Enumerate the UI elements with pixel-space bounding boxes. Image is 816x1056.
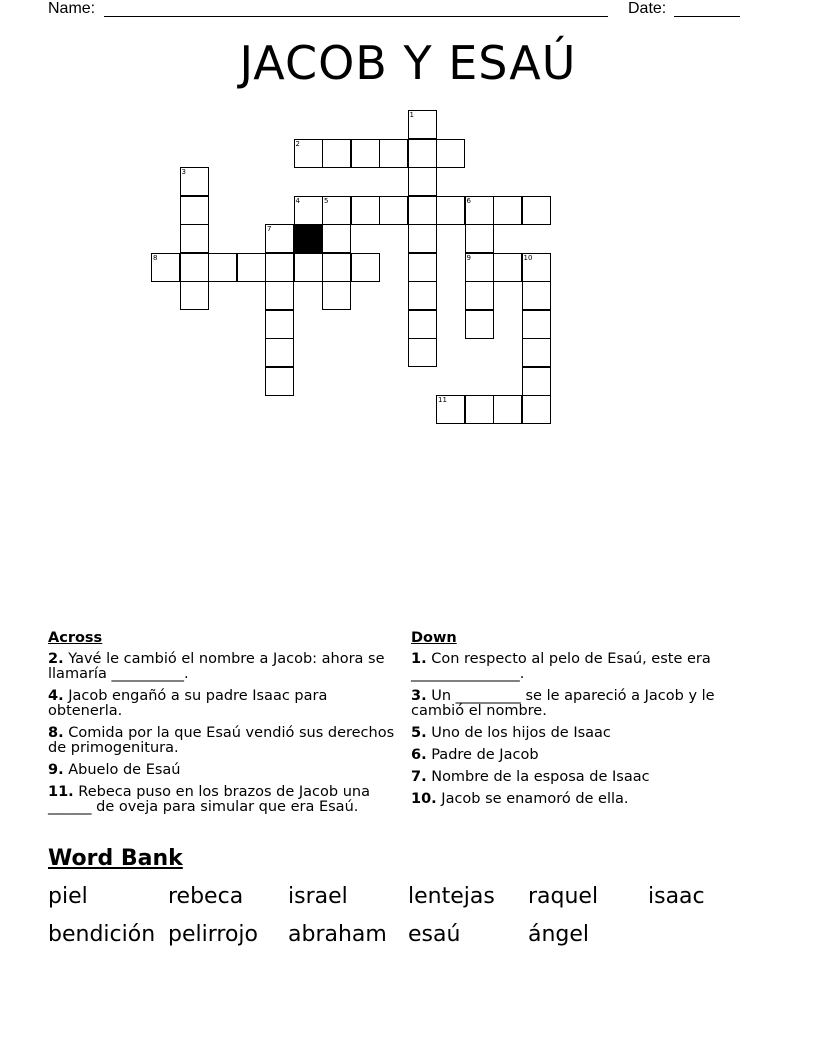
crossword-cell-number: 11 [438, 396, 447, 404]
crossword-cell-number: 2 [295, 139, 300, 148]
word-bank-item: rebeca [168, 884, 244, 909]
word-bank-item: raquel [528, 884, 599, 909]
word-bank-item: ángel [528, 922, 590, 947]
word-bank-item: isaac [648, 884, 705, 909]
crossword-cell[interactable] [379, 139, 408, 168]
crossword-cell[interactable] [408, 338, 437, 367]
crossword-cell-number: 9 [466, 253, 471, 262]
crossword-cell[interactable] [180, 281, 209, 310]
crossword-cell[interactable] [493, 395, 522, 424]
crossword-cell[interactable] [408, 224, 437, 253]
word-bank-item: piel [48, 884, 88, 909]
crossword-cell[interactable] [408, 196, 437, 225]
crossword-cell-number: 10 [523, 253, 533, 262]
clue-down-5: 5. Uno de los hijos de Isaac [411, 725, 611, 741]
crossword-cell[interactable] [265, 367, 294, 396]
down-clues [411, 631, 751, 814]
crossword-cell[interactable] [436, 196, 465, 225]
crossword-cell-number: 6 [466, 196, 471, 205]
crossword-cell[interactable] [322, 281, 351, 310]
page-title: JACOB Y ESAÚ [239, 36, 577, 90]
crossword-cell[interactable] [465, 395, 494, 424]
crossword-cell[interactable] [265, 310, 294, 339]
crossword-cell[interactable] [408, 310, 437, 339]
clue-down-10: 10. Jacob se enamoró de ella. [411, 791, 629, 807]
crossword-cell[interactable] [265, 338, 294, 367]
crossword-cell-number: 7 [267, 225, 272, 233]
crossword-cell[interactable] [180, 224, 209, 253]
crossword-black-cell [294, 224, 323, 253]
word-bank-item: israel [288, 884, 348, 909]
crossword-cell[interactable] [465, 281, 494, 310]
crossword-cell[interactable] [522, 196, 551, 225]
clue-across-2: 2. Yavé le cambió el nombre a Jacob: ahora se llamaría __________. [48, 651, 385, 682]
crossword-cell[interactable] [465, 310, 494, 339]
crossword-cell-number: 4 [295, 196, 300, 205]
crossword-cell[interactable] [265, 281, 294, 310]
crossword-cell[interactable] [522, 281, 551, 310]
clue-down-3: 3. Un _________ se le apareció a Jacob y le cambió el nombre. [411, 688, 715, 719]
word-bank-item: pelirrojo [168, 922, 258, 947]
clue-across-8: 8. Comida por la que Esaú vendió sus derechos de primogenitura. [48, 725, 395, 756]
crossword-cell[interactable] [322, 253, 351, 282]
crossword-cell[interactable] [208, 253, 237, 282]
word-bank-item: lentejas [408, 884, 495, 909]
word-bank-title: Word Bank [48, 846, 183, 871]
word-bank-item: abraham [288, 922, 387, 947]
crossword-cell[interactable] [180, 196, 209, 225]
crossword-cell-number: 8 [153, 253, 158, 262]
crossword-cell[interactable] [522, 367, 551, 396]
crossword-cell[interactable] [379, 196, 408, 225]
clue-down-6: 6. Padre de Jacob [411, 747, 539, 763]
crossword-cell[interactable] [237, 253, 266, 282]
crossword-cell[interactable] [522, 395, 551, 424]
crossword-cell-number: 5 [324, 196, 329, 205]
crossword-cell[interactable] [322, 224, 351, 253]
clue-across-9: 9. Abuelo de Esaú [48, 762, 181, 778]
crossword-cell[interactable] [265, 253, 294, 282]
name-label: Name: [48, 0, 96, 17]
clue-down-1: 1. Con respecto al pelo de Esaú, este era _______________. [411, 651, 711, 682]
crossword-cell[interactable] [408, 281, 437, 310]
crossword-cell[interactable] [522, 310, 551, 339]
clue-across-11: 11. Rebeca puso en los brazos de Jacob una ______ de oveja para simular que era Esaú. [48, 784, 370, 815]
word-bank-item: esaú [408, 922, 461, 947]
clue-across-4: 4. Jacob engañó a su padre Isaac para obtenerla. [48, 688, 328, 719]
crossword-cell[interactable] [351, 196, 380, 225]
crossword-cell[interactable] [408, 139, 437, 168]
crossword-cell-number: 3 [181, 168, 186, 176]
crossword-cell-number: 1 [409, 111, 414, 119]
crossword-cell[interactable] [493, 253, 522, 282]
crossword-cell[interactable] [493, 196, 522, 225]
across-clues [48, 631, 398, 822]
across-heading: Across [48, 630, 103, 646]
down-heading: Down [411, 630, 457, 646]
crossword-cell[interactable] [180, 253, 209, 282]
crossword-cell[interactable] [436, 139, 465, 168]
crossword-cell[interactable] [408, 253, 437, 282]
crossword-cell[interactable] [351, 253, 380, 282]
crossword-cell[interactable] [522, 338, 551, 367]
crossword-grid [0, 0, 816, 440]
date-label: Date: [628, 0, 667, 17]
crossword-cell[interactable] [465, 224, 494, 253]
crossword-cell[interactable] [351, 139, 380, 168]
crossword-cell[interactable] [408, 167, 437, 196]
crossword-cell[interactable] [294, 253, 323, 282]
crossword-cell[interactable] [322, 139, 351, 168]
word-bank-item: bendición [48, 922, 156, 947]
clue-down-7: 7. Nombre de la esposa de Isaac [411, 769, 650, 785]
